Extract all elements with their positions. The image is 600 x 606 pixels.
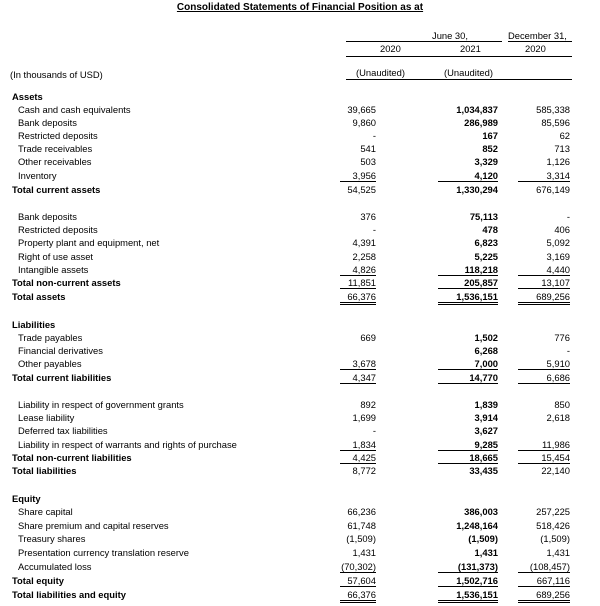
row-label: Accumulated loss bbox=[18, 561, 92, 572]
total-row bbox=[0, 575, 600, 588]
value-june-2020: 66,236 bbox=[347, 506, 376, 517]
value-june-2020: - bbox=[372, 130, 376, 141]
value-june-2020: - bbox=[372, 425, 376, 436]
table-row bbox=[0, 130, 600, 143]
row-label: Trade payables bbox=[18, 332, 83, 343]
table-row bbox=[0, 561, 600, 574]
value-june-2020: 1,431 bbox=[352, 547, 376, 558]
value-june-2021: 3,329 bbox=[474, 156, 498, 167]
value-dec-2020: 11,986 bbox=[518, 439, 570, 451]
value-june-2021: 205,857 bbox=[438, 277, 498, 289]
value-june-2020: 39,665 bbox=[347, 104, 376, 115]
value-june-2020: 57,604 bbox=[340, 575, 376, 587]
total-row bbox=[0, 372, 600, 385]
row-label: Right of use asset bbox=[18, 251, 94, 262]
row-label: Treasury shares bbox=[18, 533, 86, 544]
header-year-2020: 2020 bbox=[380, 43, 401, 54]
row-label: Property plant and equipment, net bbox=[18, 237, 160, 248]
header-june30: June 30, bbox=[432, 30, 468, 41]
value-june-2021: 7,000 bbox=[438, 358, 498, 370]
value-dec-2020: - bbox=[566, 345, 570, 356]
value-june-2021: 1,034,837 bbox=[456, 104, 498, 115]
value-dec-2020: 13,107 bbox=[518, 277, 570, 289]
value-june-2021: 6,268 bbox=[474, 345, 498, 356]
table-row bbox=[0, 399, 600, 412]
total-row bbox=[0, 184, 600, 197]
value-june-2021: 286,989 bbox=[464, 117, 498, 128]
value-june-2021: (131,373) bbox=[438, 561, 498, 573]
row-label: Trade receivables bbox=[18, 143, 93, 154]
row-label: Liability in respect of warrants and rights of purchase bbox=[18, 439, 237, 450]
header-dec31: December 31, bbox=[508, 30, 567, 41]
table-row bbox=[0, 425, 600, 438]
value-june-2020: 4,826 bbox=[340, 264, 376, 276]
value-dec-2020: 689,256 bbox=[518, 291, 570, 305]
value-june-2020: 892 bbox=[360, 399, 376, 410]
row-label: Financial derivatives bbox=[18, 345, 103, 356]
table-row bbox=[0, 237, 600, 250]
value-june-2021: 3,627 bbox=[474, 425, 498, 436]
row-label: Other payables bbox=[18, 358, 82, 369]
value-june-2020: 11,851 bbox=[340, 277, 376, 289]
value-dec-2020: 3,314 bbox=[518, 170, 570, 182]
value-june-2021: 4,120 bbox=[438, 170, 498, 182]
row-label: Total liabilities bbox=[12, 465, 77, 476]
table-row bbox=[0, 332, 600, 345]
page-title: Consolidated Statements of Financial Position as at bbox=[176, 2, 424, 13]
value-june-2021: 5,225 bbox=[474, 251, 498, 262]
value-june-2021: 167 bbox=[482, 130, 498, 141]
value-dec-2020: (1,509) bbox=[540, 533, 570, 544]
value-june-2021: (1,509) bbox=[468, 533, 498, 544]
row-label: Deferred tax liabilities bbox=[18, 425, 108, 436]
row-label: Total liabilities and equity bbox=[12, 589, 126, 600]
value-june-2020: 4,391 bbox=[352, 237, 376, 248]
unaudited-label-1: (Unaudited) bbox=[356, 67, 405, 78]
value-dec-2020: 676,149 bbox=[536, 184, 570, 195]
value-dec-2020: 85,596 bbox=[541, 117, 570, 128]
table-row bbox=[0, 156, 600, 169]
value-june-2021: 852 bbox=[482, 143, 498, 154]
table-row bbox=[0, 211, 600, 224]
value-dec-2020: 2,618 bbox=[546, 412, 570, 423]
value-june-2020: 66,376 bbox=[340, 291, 376, 305]
value-june-2021: 1,536,151 bbox=[438, 589, 498, 603]
value-dec-2020: 518,426 bbox=[536, 520, 570, 531]
value-dec-2020: 850 bbox=[554, 399, 570, 410]
total-row bbox=[0, 465, 600, 478]
table-row bbox=[0, 264, 600, 277]
value-june-2020: (70,302) bbox=[341, 561, 376, 572]
value-june-2020: 2,258 bbox=[352, 251, 376, 262]
value-dec-2020: 3,169 bbox=[546, 251, 570, 262]
row-label: Bank deposits bbox=[18, 211, 77, 222]
table-row bbox=[0, 547, 600, 560]
value-dec-2020: 4,440 bbox=[518, 264, 570, 276]
table-row bbox=[0, 104, 600, 117]
value-june-2020: 9,860 bbox=[352, 117, 376, 128]
row-label: Share capital bbox=[18, 506, 73, 517]
row-label: Liabilities bbox=[12, 319, 56, 330]
value-june-2021: 1,839 bbox=[474, 399, 498, 410]
value-june-2020: (1,509) bbox=[346, 533, 376, 544]
value-dec-2020: 776 bbox=[554, 332, 570, 343]
value-dec-2020: 667,116 bbox=[518, 575, 570, 587]
value-june-2021: 14,770 bbox=[438, 372, 498, 384]
table-row bbox=[0, 412, 600, 425]
value-june-2021: 9,285 bbox=[438, 439, 498, 451]
value-june-2020: 541 bbox=[360, 143, 376, 154]
value-dec-2020: (108,457) bbox=[518, 561, 570, 573]
value-june-2020: 669 bbox=[360, 332, 376, 343]
value-june-2020: 61,748 bbox=[347, 520, 376, 531]
value-june-2020: 1,699 bbox=[352, 412, 376, 423]
row-label: Inventory bbox=[18, 170, 57, 181]
row-label: Assets bbox=[12, 91, 43, 102]
row-label: Cash and cash equivalents bbox=[18, 104, 131, 115]
section-heading bbox=[0, 319, 600, 332]
header-year-dec: 2020 bbox=[525, 43, 546, 54]
row-label: Equity bbox=[12, 493, 41, 504]
value-june-2020: 3,678 bbox=[340, 358, 376, 370]
row-label: Restricted deposits bbox=[18, 130, 98, 141]
unit-label: (In thousands of USD) bbox=[10, 69, 103, 80]
total-row bbox=[0, 589, 600, 602]
table-row bbox=[0, 224, 600, 237]
row-label: Total equity bbox=[12, 575, 64, 586]
value-dec-2020: 5,910 bbox=[518, 358, 570, 370]
table-row bbox=[0, 520, 600, 533]
total-row bbox=[0, 291, 600, 304]
section-heading bbox=[0, 493, 600, 506]
table-row bbox=[0, 533, 600, 546]
value-june-2020: 503 bbox=[360, 156, 376, 167]
value-dec-2020: 15,454 bbox=[518, 452, 570, 464]
table-row bbox=[0, 170, 600, 183]
row-label: Other receivables bbox=[18, 156, 92, 167]
row-label: Share premium and capital reserves bbox=[18, 520, 169, 531]
value-dec-2020: 1,431 bbox=[546, 547, 570, 558]
value-june-2020: 8,772 bbox=[352, 465, 376, 476]
value-june-2020: - bbox=[372, 224, 376, 235]
value-dec-2020: 6,686 bbox=[518, 372, 570, 384]
row-label: Liability in respect of government grants bbox=[18, 399, 184, 410]
table-row bbox=[0, 251, 600, 264]
value-june-2021: 1,502,716 bbox=[438, 575, 498, 587]
row-label: Total current assets bbox=[12, 184, 101, 195]
value-june-2021: 18,665 bbox=[438, 452, 498, 464]
value-june-2020: 66,376 bbox=[340, 589, 376, 603]
value-june-2020: 3,956 bbox=[340, 170, 376, 182]
row-label: Intangible assets bbox=[18, 264, 89, 275]
table-row bbox=[0, 345, 600, 358]
header-year-rule bbox=[346, 56, 572, 57]
value-june-2021: 118,218 bbox=[438, 264, 498, 276]
value-dec-2020: - bbox=[566, 211, 570, 222]
value-june-2021: 386,003 bbox=[464, 506, 498, 517]
total-row bbox=[0, 452, 600, 465]
section-heading bbox=[0, 91, 600, 104]
value-dec-2020: 406 bbox=[554, 224, 570, 235]
value-june-2021: 3,914 bbox=[474, 412, 498, 423]
value-june-2021: 1,248,164 bbox=[456, 520, 498, 531]
value-june-2021: 6,823 bbox=[474, 237, 498, 248]
header-dec31-rule bbox=[508, 41, 572, 42]
header-year-2021: 2021 bbox=[460, 43, 481, 54]
value-june-2021: 33,435 bbox=[469, 465, 498, 476]
value-june-2021: 1,536,151 bbox=[438, 291, 498, 305]
row-label: Total non-current liabilities bbox=[12, 452, 132, 463]
row-label: Total assets bbox=[12, 291, 66, 302]
row-label: Restricted deposits bbox=[18, 224, 98, 235]
value-dec-2020: 1,126 bbox=[546, 156, 570, 167]
value-dec-2020: 585,338 bbox=[536, 104, 570, 115]
value-june-2021: 75,113 bbox=[469, 211, 498, 222]
row-label: Bank deposits bbox=[18, 117, 77, 128]
table-row bbox=[0, 117, 600, 130]
value-june-2021: 1,502 bbox=[474, 332, 498, 343]
value-june-2020: 376 bbox=[360, 211, 376, 222]
value-june-2020: 4,347 bbox=[340, 372, 376, 384]
row-label: Total current liabilities bbox=[12, 372, 112, 383]
unaudited-rule bbox=[346, 79, 572, 80]
value-dec-2020: 689,256 bbox=[518, 589, 570, 603]
value-june-2020: 54,525 bbox=[347, 184, 376, 195]
row-label: Total non-current assets bbox=[12, 277, 121, 288]
value-dec-2020: 713 bbox=[554, 143, 570, 154]
value-dec-2020: 62 bbox=[559, 130, 570, 141]
header-june30-rule bbox=[346, 41, 502, 42]
row-label: Lease liability bbox=[18, 412, 75, 423]
table-row bbox=[0, 506, 600, 519]
value-june-2021: 1,330,294 bbox=[456, 184, 498, 195]
table-row bbox=[0, 358, 600, 371]
value-dec-2020: 22,140 bbox=[541, 465, 570, 476]
total-row bbox=[0, 277, 600, 290]
unaudited-label-2: (Unaudited) bbox=[444, 67, 493, 78]
row-label: Presentation currency translation reserve bbox=[18, 547, 189, 558]
value-june-2021: 1,431 bbox=[474, 547, 498, 558]
table-row bbox=[0, 143, 600, 156]
value-june-2020: 4,425 bbox=[340, 452, 376, 464]
value-dec-2020: 5,092 bbox=[546, 237, 570, 248]
table-row bbox=[0, 439, 600, 452]
value-dec-2020: 257,225 bbox=[536, 506, 570, 517]
value-june-2021: 478 bbox=[482, 224, 498, 235]
value-june-2020: 1,834 bbox=[340, 439, 376, 451]
